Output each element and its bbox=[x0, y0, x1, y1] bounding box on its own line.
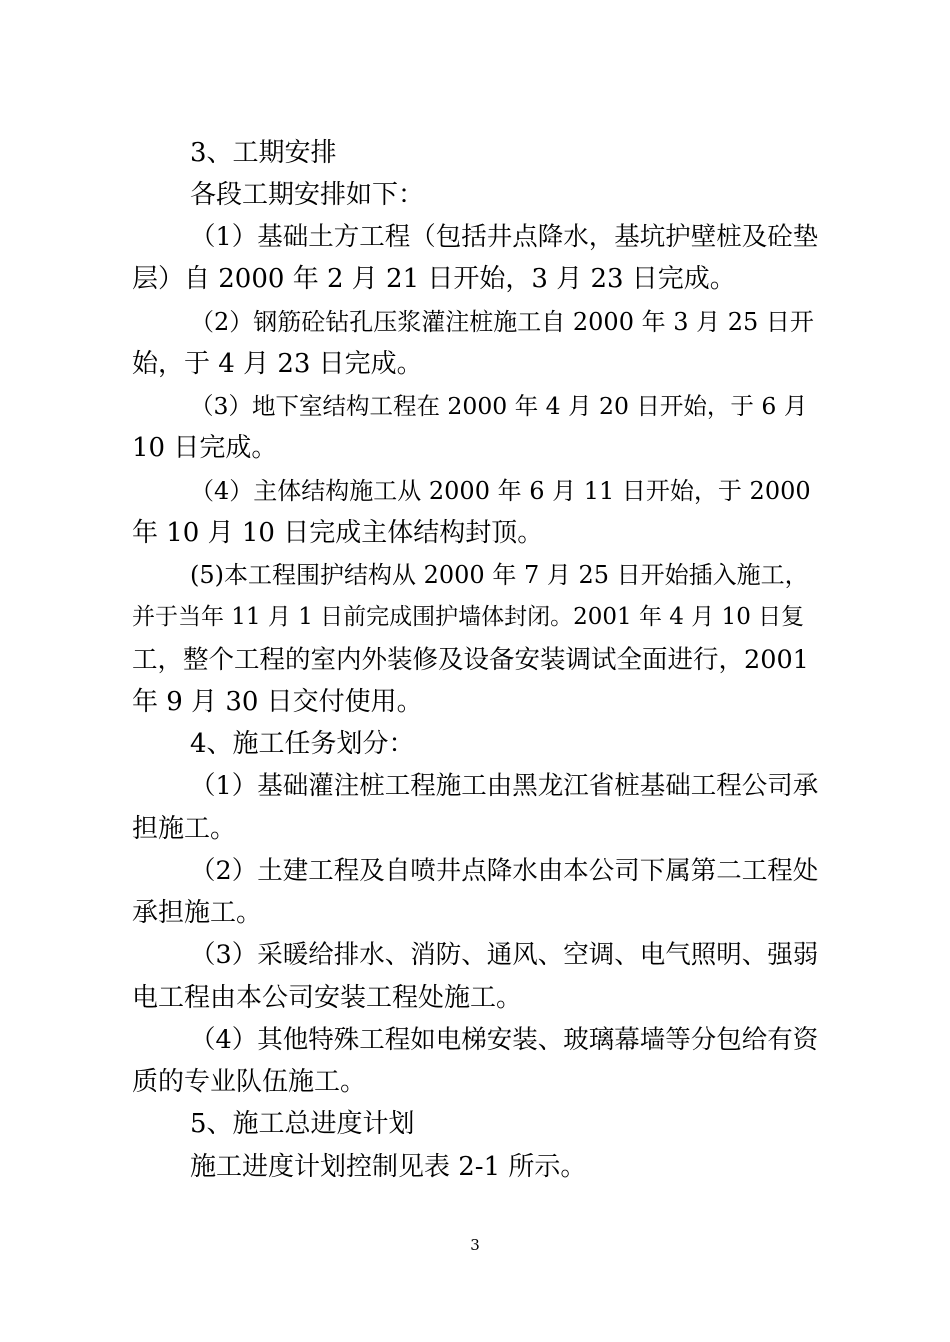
paragraph-line: （4）其他特殊工程如电梯安装、玻璃幕墙等分包给有资 bbox=[190, 1025, 819, 1055]
paragraph-line: 质的专业队伍施工。 bbox=[132, 1067, 367, 1097]
paragraph-line: 年 10 月 10 日完成主体结构封顶。 bbox=[132, 518, 544, 548]
section-heading-task-division: 4、施工任务划分： bbox=[190, 729, 415, 759]
paragraph-line: 承担施工。 bbox=[132, 898, 263, 928]
paragraph-line: 施工进度计划控制见表 2-1 所示。 bbox=[190, 1152, 587, 1182]
paragraph-line: 始，于 4 月 23 日完成。 bbox=[132, 349, 423, 379]
paragraph-line: （4）主体结构施工从 2000 年 6 月 11 日开始，于 2000 bbox=[190, 477, 811, 505]
paragraph-line: （2）钢筋砼钻孔压浆灌注桩施工自 2000 年 3 月 25 日开 bbox=[190, 308, 814, 336]
paragraph-line: 电工程由本公司安装工程处施工。 bbox=[132, 983, 523, 1013]
paragraph-line: 工，整个工程的室内外装修及设备安装调试全面进行，2001 bbox=[132, 645, 809, 675]
paragraph-line: （3）地下室结构工程在 2000 年 4 月 20 日开始，于 6 月 bbox=[190, 392, 808, 420]
paragraph-line: （3）采暖给排水、消防、通风、空调、电气照明、强弱 bbox=[190, 940, 819, 970]
page-number: 3 bbox=[470, 1236, 480, 1254]
section-heading-schedule: 3、工期安排 bbox=[190, 138, 337, 168]
paragraph-line: （1）基础灌注桩工程施工由黑龙江省桩基础工程公司承 bbox=[190, 771, 819, 801]
paragraph-line: (5)本工程围护结构从 2000 年 7 月 25 日开始插入施工， bbox=[190, 561, 809, 589]
section-heading-master-schedule: 5、施工总进度计划 bbox=[190, 1109, 415, 1139]
paragraph-line: 各段工期安排如下： bbox=[190, 180, 425, 210]
paragraph-line: 年 9 月 30 日交付使用。 bbox=[132, 687, 423, 717]
paragraph-line: 层）自 2000 年 2 月 21 日开始，3 月 23 日完成。 bbox=[132, 264, 736, 294]
paragraph-line: 并于当年 11 月 1 日前完成围护墙体封闭。2001 年 4 月 10 日复 bbox=[132, 604, 805, 630]
paragraph-line: 担施工。 bbox=[132, 814, 237, 844]
paragraph-line: （2）土建工程及自喷井点降水由本公司下属第二工程处 bbox=[190, 856, 819, 886]
paragraph-line: （1）基础土方工程（包括井点降水，基坑护壁桩及砼垫 bbox=[190, 222, 819, 252]
paragraph-line: 10 日完成。 bbox=[132, 433, 278, 463]
